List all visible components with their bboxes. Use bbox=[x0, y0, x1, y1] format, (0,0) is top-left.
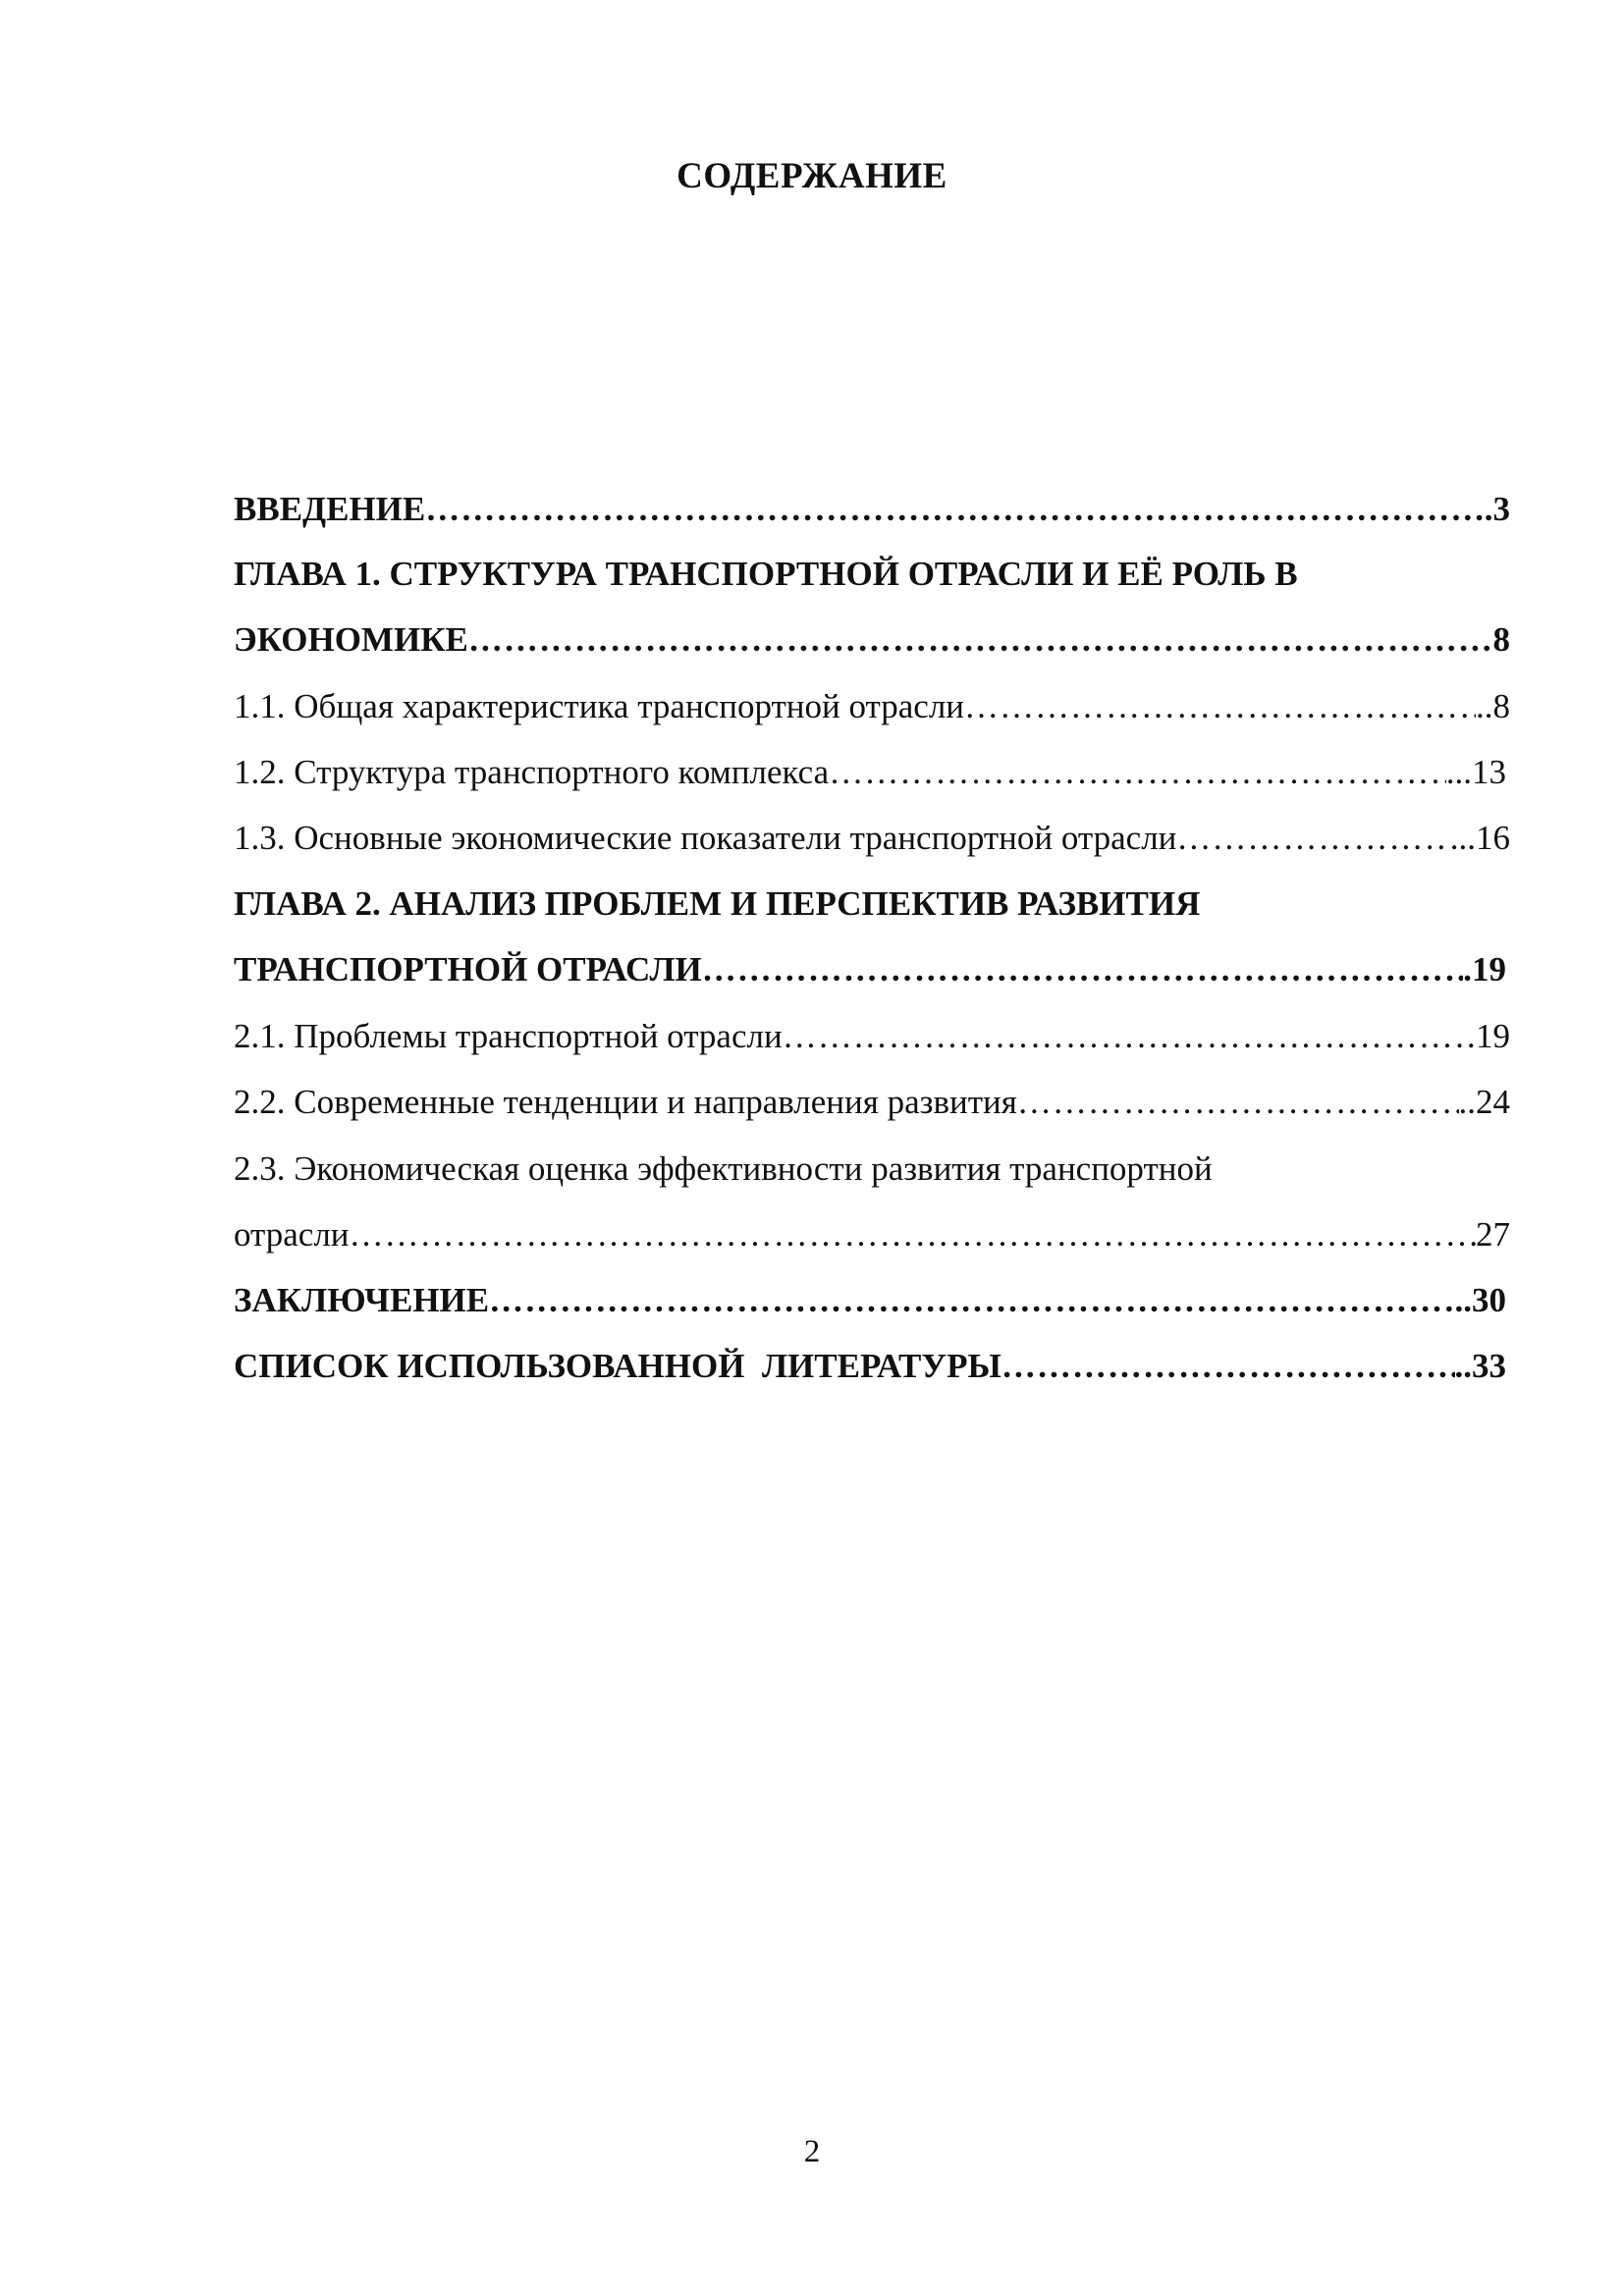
toc-entry-page: ...13 bbox=[1445, 753, 1506, 791]
toc-entry-page: 8 bbox=[1492, 620, 1510, 659]
toc-entry-page: ..33 bbox=[1454, 1347, 1506, 1385]
page-title: СОДЕРЖАНИЕ bbox=[677, 156, 947, 196]
toc-entry-chapter2 bbox=[234, 948, 1506, 991]
toc-entry-page: .19 bbox=[1463, 950, 1506, 988]
toc-entry-references bbox=[234, 1345, 1506, 1388]
toc-leader-dots bbox=[702, 948, 1463, 991]
toc-entry-conclusion bbox=[234, 1279, 1506, 1322]
toc-entry-chapter1-line1: ГЛАВА 1. СТРУКТУРА ТРАНСПОРТНОЙ ОТРАСЛИ И ЕЁ РОЛЬ В bbox=[234, 555, 1298, 593]
toc-entry-title: отрасли bbox=[234, 1215, 350, 1254]
toc-entry-section-2-3 bbox=[234, 1213, 1510, 1256]
toc-entry-section-1-3 bbox=[234, 817, 1510, 860]
toc-entry-title: 2.2. Современные тенденции и направления развития bbox=[234, 1083, 1017, 1121]
toc-entry-title: 1.2. Структура транспортного комплекса bbox=[234, 753, 830, 791]
toc-entry-chapter1 bbox=[234, 618, 1510, 662]
toc-leader-dots bbox=[489, 1279, 1454, 1322]
toc-entry-title: СПИСОК ИСПОЛЬЗОВАННОЙ ЛИТЕРАТУРЫ bbox=[234, 1347, 1001, 1385]
toc-entry-page: 19 bbox=[1476, 1017, 1510, 1055]
toc-leader-dots bbox=[783, 1015, 1476, 1058]
toc-entry-title: 1.3. Основные экономические показатели транспортной отрасли bbox=[234, 819, 1177, 857]
toc-leader-dots bbox=[1176, 817, 1449, 860]
toc-leader-dots bbox=[1001, 1345, 1455, 1388]
toc-entry-title: ВВЕДЕНИЕ bbox=[234, 490, 426, 528]
toc-entry-title: 2.1. Проблемы транспортной отрасли bbox=[234, 1017, 783, 1055]
toc-leader-dots bbox=[350, 1213, 1476, 1256]
toc-entry-section-2-3-line1: 2.3. Экономическая оценка эффективности развития транспортной bbox=[234, 1149, 1213, 1188]
toc-leader-dots bbox=[425, 488, 1484, 531]
toc-entry-page: ...16 bbox=[1449, 819, 1510, 857]
toc-leader-dots bbox=[964, 685, 1476, 728]
toc-leader-dots bbox=[829, 751, 1446, 794]
table-of-contents bbox=[234, 0, 1510, 1472]
toc-entry-page: .3 bbox=[1484, 490, 1510, 528]
toc-entry-page: 27 bbox=[1476, 1215, 1510, 1254]
page-number: 2 bbox=[803, 2134, 821, 2169]
toc-entry-title: ЭКОНОМИКЕ bbox=[234, 620, 468, 659]
toc-leader-dots bbox=[1017, 1081, 1459, 1124]
toc-entry-title: ЗАКЛЮЧЕНИЕ bbox=[234, 1281, 490, 1319]
toc-entry-section-2-1 bbox=[234, 1015, 1510, 1058]
toc-entry-section-1-1 bbox=[234, 685, 1510, 728]
toc-entry-page: ..8 bbox=[1476, 687, 1510, 725]
toc-entry-section-2-2 bbox=[234, 1081, 1510, 1124]
toc-entry-introduction bbox=[234, 488, 1510, 531]
toc-leader-dots bbox=[468, 618, 1493, 662]
toc-entry-chapter2-line1: ГЛАВА 2. АНАЛИЗ ПРОБЛЕМ И ПЕРСПЕКТИВ РАЗВИТИЯ bbox=[234, 884, 1201, 923]
toc-entry-title: 1.1. Общая характеристика транспортной отрасли bbox=[234, 687, 965, 725]
toc-entry-page: ..24 bbox=[1458, 1083, 1510, 1121]
toc-entry-section-1-2 bbox=[234, 751, 1506, 794]
toc-entry-title: ТРАНСПОРТНОЙ ОТРАСЛИ bbox=[234, 950, 702, 988]
toc-entry-page: ..30 bbox=[1454, 1281, 1506, 1319]
